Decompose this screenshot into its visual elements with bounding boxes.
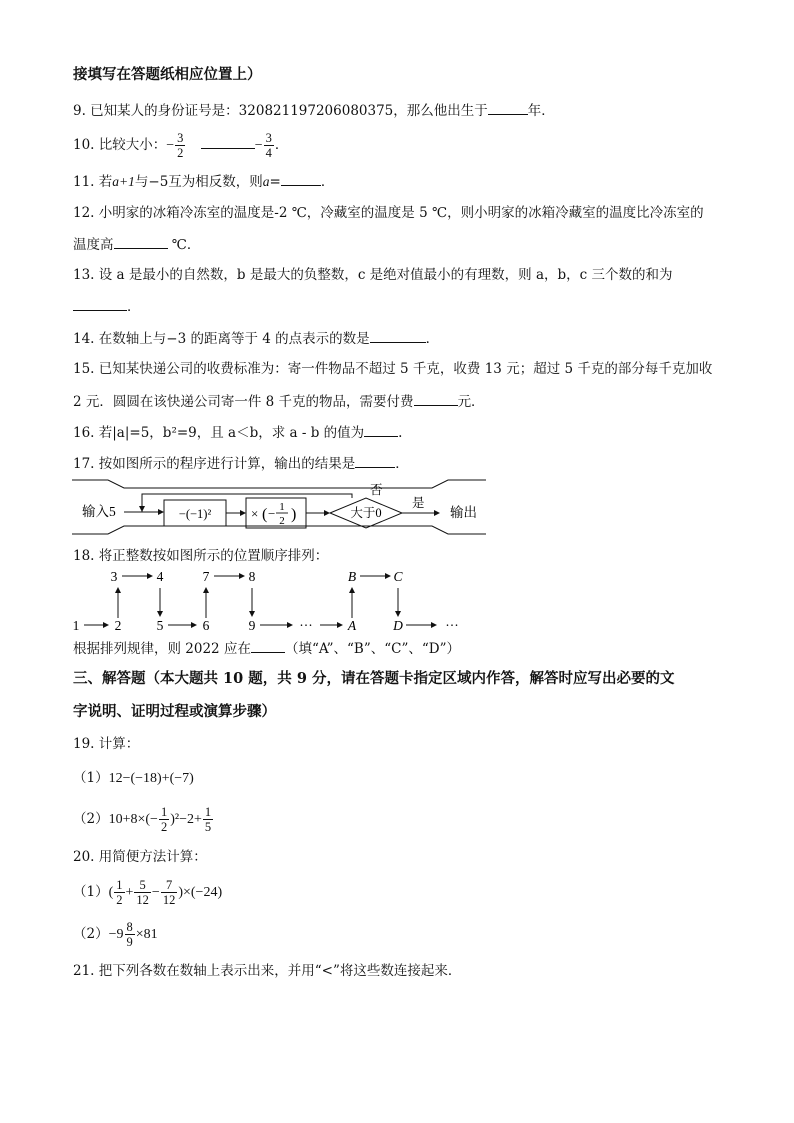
q19-p2-frac-1: $\frac{1}{2}$ <box>160 805 168 834</box>
q11-eq: = <box>269 174 281 190</box>
q9-text: 9. 已知某人的身份证号是：320821197206080375，那么他出生于 <box>73 103 488 119</box>
question-17 <box>73 454 409 473</box>
q16-blank[interactable] <box>364 423 398 437</box>
q12-unit: ℃． <box>171 237 201 253</box>
q10-sign-2: − <box>254 138 263 153</box>
q20-p2-tail: ×81 <box>135 927 158 942</box>
q10-blank[interactable] <box>201 135 255 149</box>
q10-suffix: ． <box>274 137 289 153</box>
q19-p2-a: 10+8×(− <box>108 812 158 827</box>
node-D: D <box>393 618 403 633</box>
flow-box-2-minus: − <box>268 506 276 521</box>
q9-suffix: 年． <box>527 103 555 119</box>
question-13-line-2 <box>73 297 141 316</box>
flow-box-1-label: −(−1)² <box>178 507 212 521</box>
q11-var: a <box>262 174 270 189</box>
q14-blank[interactable] <box>370 329 426 343</box>
q18-diagram <box>70 566 490 636</box>
flow-arrowhead-1-2 <box>240 510 246 516</box>
flow-box-2-den: 2 <box>279 515 285 527</box>
q14-text: 14. 在数轴上与−3 的距离等于 4 的点表示的数是 <box>73 331 370 347</box>
q20-frac-2: $\frac{5}{12}$ <box>136 878 149 907</box>
q14-suffix: ． <box>425 331 440 347</box>
q12-blank[interactable] <box>114 235 168 249</box>
q20-p2-whole: −9 <box>108 927 124 942</box>
node-B: B <box>347 569 357 584</box>
q19-title: 19. 计算： <box>73 736 140 752</box>
q19-p2-b: )²−2+ <box>170 812 202 827</box>
node-7: 7 <box>202 569 210 584</box>
question-9 <box>73 101 555 120</box>
flow-loop-line <box>142 494 352 512</box>
q19-p1-expr: 12−(−18)+(−7) <box>108 771 194 786</box>
q19-part-1 <box>73 769 194 788</box>
q20-p1-close: )×(−24) <box>178 885 223 900</box>
node-3: 3 <box>110 569 118 584</box>
q12-line2: 温度高 <box>73 237 114 253</box>
question-21: 21. 把下列各数在数轴上表示出来，并用“<”将这些数连接起来． <box>73 963 462 979</box>
q11-suffix: ． <box>320 174 335 190</box>
node-4: 4 <box>156 569 164 584</box>
question-14 <box>73 329 439 348</box>
node-1: 1 <box>72 618 80 633</box>
flow-box-2-mult: × <box>251 506 259 521</box>
flow-outer-bottom <box>72 526 486 534</box>
q20-part-1 <box>73 874 222 911</box>
node-5: 5 <box>156 618 164 633</box>
q19-p2-frac-2: $\frac{1}{5}$ <box>204 805 212 834</box>
flow-output-label: 输出 <box>450 505 477 520</box>
question-15-line-1: 15. 已知某快递公司的收费标准为：寄一件物品不超过 5 千克，收费 13 元；超过 5 千克的部分每千克加收 <box>73 361 713 377</box>
flow-loop-arrowhead <box>139 506 145 512</box>
q18-rule-text: 根据排列规律，则 2022 应在 <box>73 641 251 657</box>
q16-text: 16. 若|a|=5，b²=9，且 a＜b，求 a - b 的值为 <box>73 425 365 441</box>
question-16 <box>73 423 402 442</box>
flow-arrowhead-in <box>158 509 164 515</box>
node-C: C <box>393 569 403 584</box>
flow-box-2-num: 1 <box>279 501 285 513</box>
q20-title: 20. 用简便方法计算： <box>73 849 207 865</box>
question-12-line-2 <box>73 235 200 254</box>
q11-blank[interactable] <box>281 172 321 186</box>
q20-plus: + <box>125 885 134 900</box>
q18-blank[interactable] <box>251 639 285 653</box>
node-A: A <box>347 618 357 633</box>
q20-frac-1: $\frac{1}{2}$ <box>116 878 123 907</box>
flow-no-label: 否 <box>370 483 383 497</box>
node-ellipsis-1: ··· <box>299 618 313 633</box>
q15-line2: 2 元．圆圆在该快递公司寄一件 8 千克的物品，需要付费 <box>73 394 414 410</box>
flow-box-2-paren-open: ( <box>262 506 268 523</box>
q20-p2-label: （2） <box>73 926 109 942</box>
q10-prefix: 10. 比较大小： <box>73 137 167 153</box>
q20-p1-open: ( <box>108 885 114 900</box>
q18-rule-suffix: （填“A”、“B”、“C”、“D”） <box>284 641 461 657</box>
node-8: 8 <box>248 569 256 584</box>
section-3-line-2: 字说明、证明过程或演算步骤） <box>73 703 276 720</box>
q20-frac-3: $\frac{7}{12}$ <box>162 878 176 907</box>
node-ellipsis-2: ··· <box>445 618 459 633</box>
flow-box-2-paren-close: ) <box>291 506 297 523</box>
q20-minus: − <box>151 885 160 900</box>
q15-blank[interactable] <box>414 392 458 406</box>
q10-sign-1: − <box>166 138 175 153</box>
question-10 <box>73 130 288 161</box>
flow-diamond-label: 大于0 <box>350 506 382 520</box>
q10-fraction-1: $\frac{3}{2}$ <box>177 131 184 160</box>
q11-prefix: 11. 若 <box>73 174 113 190</box>
q13-suffix: ． <box>127 299 141 315</box>
flow-yes-label: 是 <box>412 496 425 510</box>
q17-suffix: ． <box>395 456 409 472</box>
q17-flowchart <box>72 476 488 538</box>
q10-fraction-2: $\frac{3}{4}$ <box>265 131 272 160</box>
question-12-line-1: 12. 小明家的冰箱冷冻室的温度是-2 ℃，冷藏室的温度是 5 ℃，则小明家的冰箱冷藏室的温度比冷冻室的 <box>73 205 704 221</box>
q17-text: 17. 按如图所示的程序进行计算，输出的结果是 <box>73 456 356 472</box>
q11-mid: 与−5互为相反数，则 <box>134 174 263 190</box>
node-9: 9 <box>248 618 256 633</box>
node-6: 6 <box>202 618 210 633</box>
q11-expr: a+1 <box>112 174 135 189</box>
q13-blank[interactable] <box>73 297 127 311</box>
q9-blank[interactable] <box>488 101 528 115</box>
q16-suffix: . <box>398 425 403 441</box>
node-2: 2 <box>114 618 122 633</box>
flow-arrowhead-yes <box>434 510 440 516</box>
question-18: 18. 将正整数按如图所示的位置顺序排列： <box>73 548 329 564</box>
q19-p2-label: （2） <box>73 811 109 827</box>
question-11 <box>73 172 334 191</box>
heading-text: 接填写在答题纸相应位置上） <box>73 66 262 83</box>
flow-outer-top <box>72 480 486 488</box>
q20-part-2 <box>73 916 158 953</box>
section-3-line-1: 三、解答题（本大题共 10 题，共 9 分，请在答题卡指定区域内作答，解答时应写出必要的文 <box>73 670 675 687</box>
q17-blank[interactable] <box>355 454 395 468</box>
q15-suffix: 元． <box>457 394 485 410</box>
question-15-line-2 <box>73 392 485 411</box>
flow-input-label: 输入5 <box>82 504 116 519</box>
q19-p1-label: （1） <box>73 770 109 786</box>
question-13-line-1: 13. 设 a 是最小的自然数，b 是最大的负整数，c 是绝对值最小的有理数，则 a，b，c 三个数的和为 <box>73 267 673 283</box>
q20-p2-frac: $\frac{8}{9}$ <box>126 920 133 949</box>
q19-part-2 <box>73 801 214 838</box>
q20-p1-label: （1） <box>73 884 109 900</box>
q18-rule <box>73 639 460 658</box>
